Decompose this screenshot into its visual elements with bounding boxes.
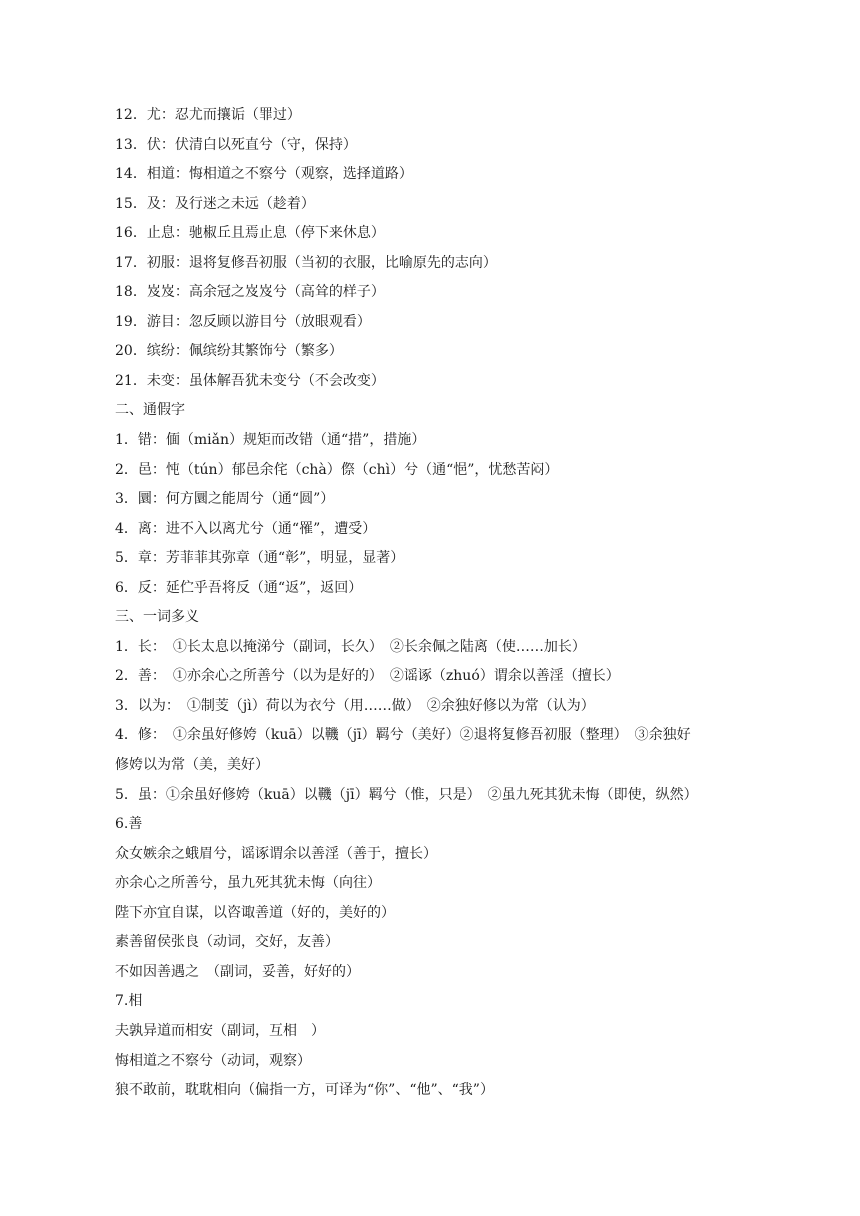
text-line: 15．及：及行迷之未远（趁着） xyxy=(115,195,315,212)
text-line: 20．缤纷：佩缤纷其繁饰兮（繁多） xyxy=(115,343,343,360)
text-line: 不如因善遇之 （副词，妥善，好好的） xyxy=(115,963,360,980)
text-line: 18．岌岌：高余冠之岌岌兮（高耸的样子） xyxy=(115,284,385,301)
section-heading: 三、一词多义 xyxy=(115,609,199,626)
text-line: 众女嫉余之蛾眉兮，谣诼谓余以善淫（善于，擅长） xyxy=(115,845,437,862)
text-line-continued: 修姱以为常（美，美好） xyxy=(115,757,269,774)
text-line: 14．相道：悔相道之不察兮（观察，选择道路） xyxy=(115,166,413,183)
text-line: 亦余心之所善兮，虽九死其犹未悔（向往） xyxy=(115,875,381,892)
text-line: 陛下亦宜自谋，以咨诹善道（好的，美好的） xyxy=(115,904,395,921)
subsection-heading: 7.相 xyxy=(115,993,143,1010)
subsection-heading: 6.善 xyxy=(115,816,143,833)
text-line: 17．初服：退将复修吾初服（当初的衣服，比喻原先的志向） xyxy=(115,254,497,271)
text-line: 4．修： ①余虽好修姱（kuā）以鞿（jī）羁兮（美好）②退将复修吾初服（整理） ③余独好 xyxy=(115,727,691,744)
text-line: 3．圜：何方圜之能周兮（通“圆”） xyxy=(115,491,335,508)
text-line: 3．以为： ①制芰（jì）荷以为衣兮（用……做） ②余独好修以为常（认为） xyxy=(115,697,595,714)
text-line: 5．虽：①余虽好修姱（kuā）以鞿（jī）羁兮（惟，只是） ②虽九死其犹未悔（即使，纵然） xyxy=(115,786,698,803)
section-heading: 二、通假字 xyxy=(115,402,185,419)
text-line: 21．未变：虽体解吾犹未变兮（不会改变） xyxy=(115,372,385,389)
text-line: 5．章：芳菲菲其弥章（通“彰”，明显，显著） xyxy=(115,550,405,567)
text-line: 12．尤：忍尤而攘诟（罪过） xyxy=(115,107,301,123)
text-line: 1．长： ①长太息以掩涕兮（副词，长久） ②长余佩之陆离（使……加长） xyxy=(115,638,586,655)
text-line: 夫孰异道而相安（副词，互相 ） xyxy=(115,1022,325,1039)
text-line: 1．错：偭（miǎn）规矩而改错（通“措”，措施） xyxy=(115,432,426,449)
text-line: 4．离：进不入以离尤兮（通“罹”，遭受） xyxy=(115,520,377,537)
text-line: 19．游目：忽反顾以游目兮（放眼观看） xyxy=(115,313,371,330)
text-line: 狼不敢前，耽耽相向（偏指一方，可译为“你”、“他”、“我”） xyxy=(115,1082,494,1099)
text-line: 2．邑：忳（tún）郁邑余侘（chà）傺（chì）兮（通“悒”，忧愁苦闷） xyxy=(115,461,559,478)
text-line: 素善留侯张良（动词，交好，友善） xyxy=(115,934,339,951)
text-line: 悔相道之不察兮（动词，观察） xyxy=(115,1052,311,1069)
text-line: 2．善： ①亦余心之所善兮（以为是好的） ②谣诼（zhuó）谓余以善淫（擅长） xyxy=(115,668,620,685)
text-line: 16．止息：驰椒丘且焉止息（停下来休息） xyxy=(115,225,385,242)
text-line: 6．反：延伫乎吾将反（通“返”，返回） xyxy=(115,579,363,596)
text-line: 13．伏：伏清白以死直兮（守，保持） xyxy=(115,136,357,153)
document-body xyxy=(115,101,765,1106)
